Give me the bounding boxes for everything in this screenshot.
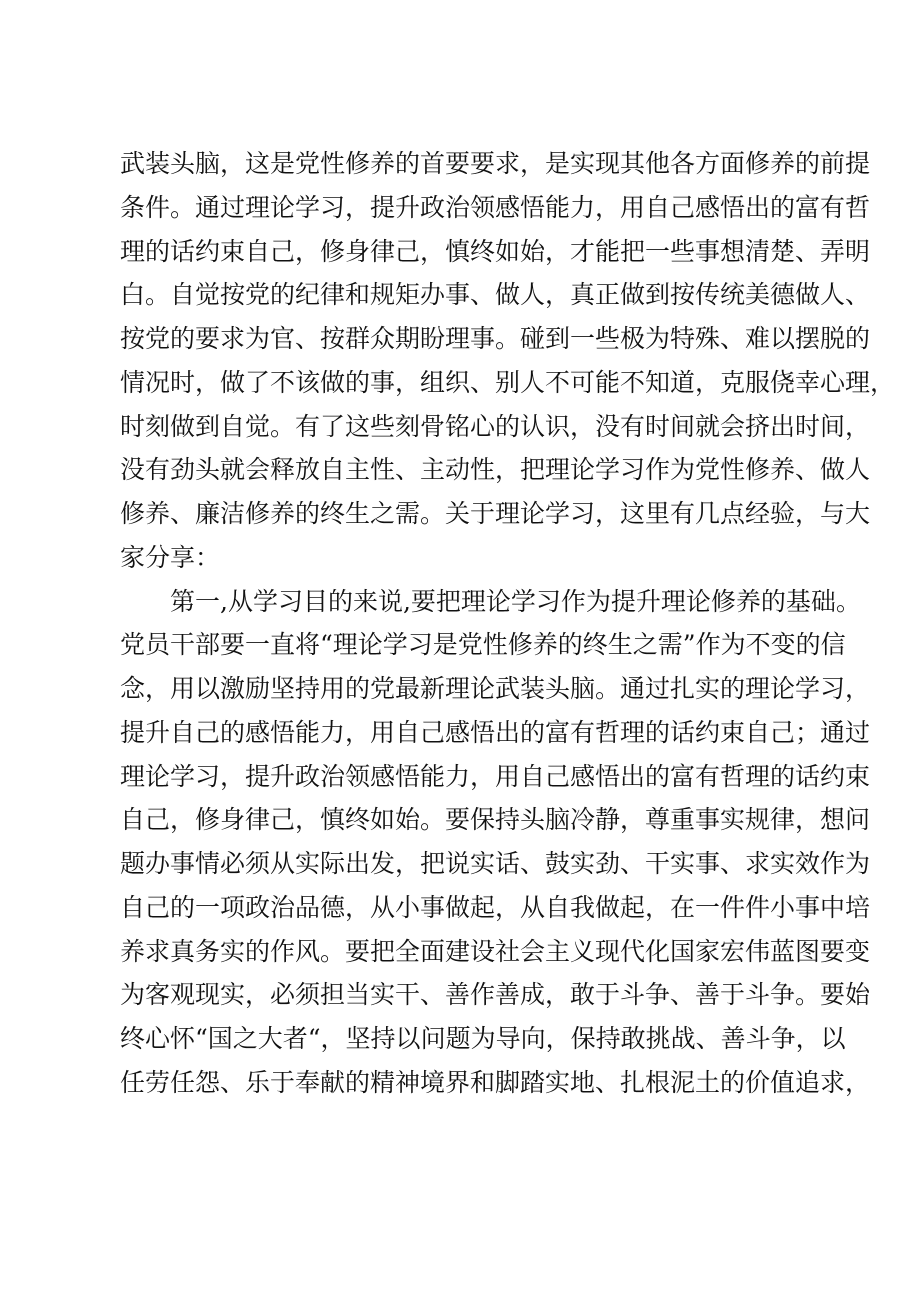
text-line: 理论学习，提升政治领感悟能力，用自己感悟出的富有哲理的话约束	[120, 761, 871, 791]
text-line: 武装头脑，这是党性修养的首要要求，是实现其他各方面修养的前提	[120, 149, 871, 178]
text-line: 念，用以激励坚持用的党最新理论武装头脑。通过扎实的理论学习，	[120, 674, 871, 703]
text-line: 修养、廉洁修养的终生之需。关于理论学习，这里有几点经验，与大	[120, 499, 871, 528]
text-line: 养求真务实的作风。要把全面建设社会主义现代化国家宏伟蓝图要变	[120, 936, 871, 966]
text-line: 任劳任怨、乐于奉献的精神境界和脚踏实地、扎根泥土的价值追求，	[120, 1067, 871, 1097]
text-line: 为客观现实，必须担当实干、善作善成，敢于斗争、善于斗争。要始	[120, 980, 871, 1010]
text-line: 党员干部要一直将“理论学习是党性修养的终生之需”作为不变的信	[120, 630, 846, 660]
text-line: 白。自觉按党的纪律和规矩办事、做人，真正做到按传统美德做人、	[120, 280, 871, 310]
text-line: 时刻做到自觉。有了这些刻骨铭心的认识，没有时间就会挤出时间，	[120, 411, 871, 441]
paragraph-first-point	[120, 580, 871, 1105]
text-line: 提升自己的感悟能力，用自己感悟出的富有哲理的话约束自己；通过	[120, 717, 871, 747]
text-line: 没有劲头就会释放自主性、主动性，把理论学习作为党性修养、做人	[120, 455, 871, 485]
text-line: 家分享：	[120, 542, 221, 572]
paragraph-intro	[120, 142, 896, 580]
body-text	[120, 142, 896, 1105]
text-line: 理的话约束自己，修身律己，慎终如始，才能把一些事想清楚、弄明	[120, 236, 871, 266]
text-line: 按党的要求为官、按群众期盼理事。碰到一些极为特殊、难以摆脱的	[120, 324, 871, 353]
text-line: 情况时，做了不该做的事，组织、别人不可能不知道，克服侥幸心理，	[120, 367, 896, 397]
text-line: 条件。通过理论学习，提升政治领感悟能力，用自己感悟出的富有哲	[120, 192, 871, 222]
text-line: 第一,从学习目的来说,要把理论学习作为提升理论修养的基础。	[170, 586, 861, 616]
text-line: 题办事情必须从实际出发，把说实话、鼓实劲、干实事、求实效作为	[120, 849, 871, 878]
text-line: 自己，修身律己，慎终如始。要保持头脑冷静，尊重事实规律，想问	[120, 805, 871, 835]
text-line: 自己的一项政治品德，从小事做起，从自我做起，在一件件小事中培	[120, 892, 871, 922]
text-line: 终心怀“国之大者“，坚持以问题为导向，保持敢挑战、善斗争，以	[120, 1024, 846, 1053]
